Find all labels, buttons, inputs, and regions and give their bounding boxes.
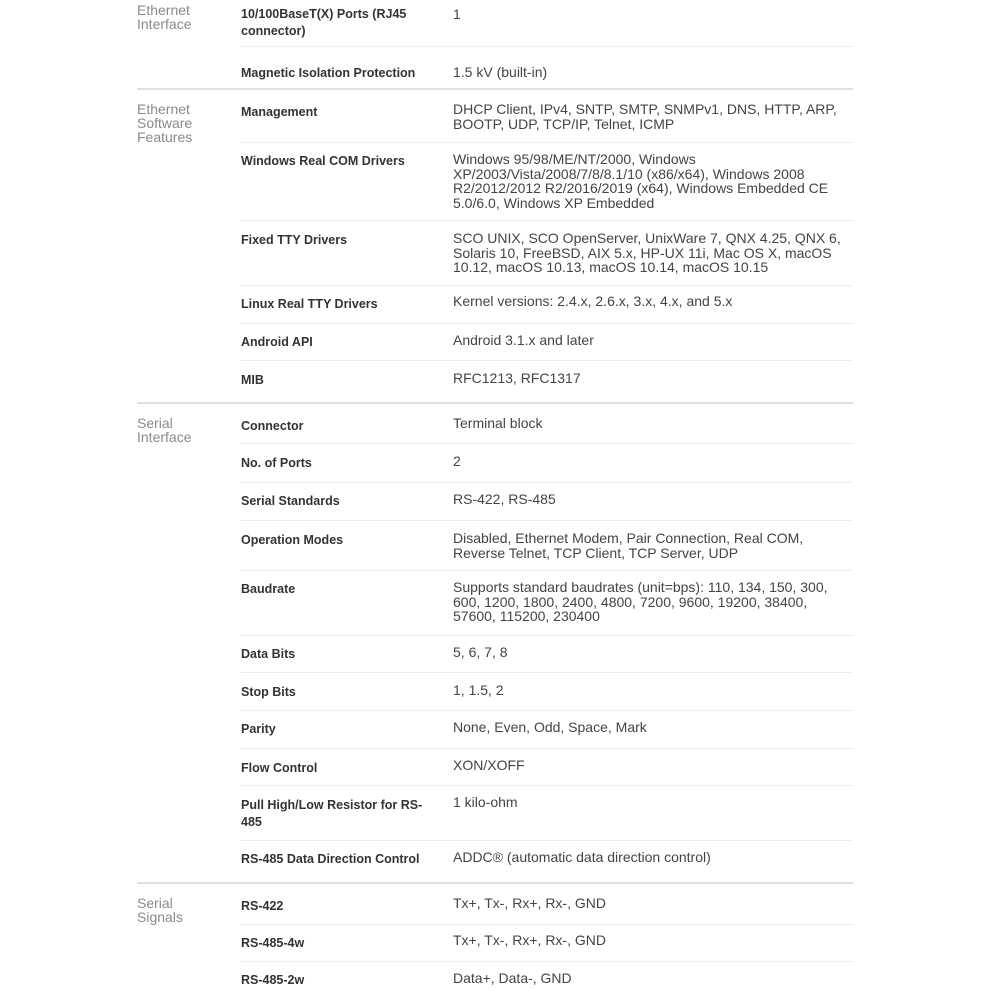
spec-row-label: Operation Modes — [241, 533, 344, 547]
spec-row-label: Baudrate — [241, 582, 296, 596]
spec-row-label: RS-485-4w — [241, 936, 305, 950]
row-divider — [241, 142, 853, 143]
spec-row-value: Terminal block — [453, 415, 543, 431]
spec-row-label: Serial Standards — [241, 494, 340, 508]
spec-row-value: 1, 1.5, 2 — [453, 682, 504, 698]
spec-row-value: SCO UNIX, SCO OpenServer, UnixWare 7, QNX 4.25, QNX 6, Solaris 10, FreeBSD, AIX 5.x, HP-UX 11i, Mac OS X, macOS 10.12, macOS 10.13, macOS 10.14, macOS 10.15 — [453, 230, 841, 275]
spec-row-value: Data+, Data-, GND — [453, 970, 572, 986]
row-divider — [241, 46, 853, 47]
spec-row-value: XON/XOFF — [453, 757, 525, 773]
spec-row-label: Management — [241, 105, 318, 119]
spec-row-value: 1.5 kV (built-in) — [453, 64, 548, 80]
spec-row-label: Parity — [241, 722, 276, 736]
row-divider — [241, 635, 853, 636]
row-divider — [241, 748, 853, 749]
section-label: Serial Interface — [137, 415, 192, 445]
spec-row-value: 1 — [453, 6, 461, 22]
spec-row-value: Kernel versions: 2.4.x, 2.6.x, 3.x, 4.x, and 5.x — [453, 293, 733, 309]
row-divider — [241, 924, 853, 925]
row-divider — [241, 961, 853, 962]
section-divider — [137, 402, 853, 404]
row-divider — [241, 840, 853, 841]
section-divider — [137, 882, 853, 884]
row-divider — [241, 520, 853, 521]
row-divider — [241, 285, 853, 286]
spec-row-label: Pull High/Low Resistor for RS-485 — [241, 798, 423, 829]
row-divider — [241, 220, 853, 221]
spec-row-value: DHCP Client, IPv4, SNTP, SMTP, SNMPv1, DNS, HTTP, ARP, BOOTP, UDP, TCP/IP, Telnet, ICMP — [453, 101, 837, 132]
spec-row-label: Data Bits — [241, 647, 296, 661]
spec-row-label: Magnetic Isolation Protection — [241, 66, 416, 80]
spec-row-label: Android API — [241, 335, 313, 349]
spec-row-label: Windows Real COM Drivers — [241, 154, 405, 168]
spec-row-label: Stop Bits — [241, 685, 296, 699]
spec-row-value: None, Even, Odd, Space, Mark — [453, 719, 647, 735]
spec-row-value: 2 — [453, 453, 461, 469]
spec-row-label: Connector — [241, 419, 304, 433]
section-label: Ethernet Software Features — [137, 101, 193, 145]
spec-row-value: RFC1213, RFC1317 — [453, 370, 581, 386]
spec-row-value: ADDC® (automatic data direction control) — [453, 849, 711, 865]
row-divider — [241, 672, 853, 673]
spec-row-value: 1 kilo-ohm — [453, 794, 518, 810]
spec-row-label: Linux Real TTY Drivers — [241, 297, 378, 311]
section-divider — [137, 88, 853, 90]
spec-row-value: Disabled, Ethernet Modem, Pair Connection, Real COM, Reverse Telnet, TCP Client, TCP Server, UDP — [453, 530, 804, 561]
spec-row-label: Flow Control — [241, 761, 318, 775]
spec-row-label: MIB — [241, 373, 264, 387]
spec-row-value: Android 3.1.x and later — [453, 332, 594, 348]
spec-row-label: RS-485 Data Direction Control — [241, 852, 420, 866]
spec-row-label: No. of Ports — [241, 456, 312, 470]
spec-row-label: Fixed TTY Drivers — [241, 233, 348, 247]
spec-row-value: Tx+, Tx-, Rx+, Rx-, GND — [453, 932, 606, 948]
section-label: Ethernet Interface — [137, 2, 192, 32]
spec-row-value: Tx+, Tx-, Rx+, Rx-, GND — [453, 895, 606, 911]
section-label: Serial Signals — [137, 895, 183, 925]
spec-row-value: Supports standard baudrates (unit=bps): 110, 134, 150, 300, 600, 1200, 1800, 2400, 4800, 7200, 9600, 19200, 38400, 57600, 115200, 230400 — [453, 579, 828, 624]
row-divider — [241, 323, 853, 324]
spec-row-label: RS-485-2w — [241, 973, 305, 987]
row-divider — [241, 785, 853, 786]
spec-row-value: 5, 6, 7, 8 — [453, 644, 508, 660]
row-divider — [241, 443, 853, 444]
row-divider — [241, 360, 853, 361]
spec-row-label: RS-422 — [241, 899, 284, 913]
row-divider — [241, 710, 853, 711]
row-divider — [241, 482, 853, 483]
spec-row-label: 10/100BaseT(X) Ports (RJ45 connector) — [241, 7, 407, 38]
spec-row-value: Windows 95/98/ME/NT/2000, Windows XP/2003/Vista/2008/7/8/8.1/10 (x86/x64), Windows 2008 R2/2012/2012 R2/2016/2019 (x64), Windows Embedded CE 5.0/6.0, Windows XP Embedded — [453, 151, 829, 211]
spec-row-value: RS-422, RS-485 — [453, 491, 556, 507]
row-divider — [241, 570, 853, 571]
